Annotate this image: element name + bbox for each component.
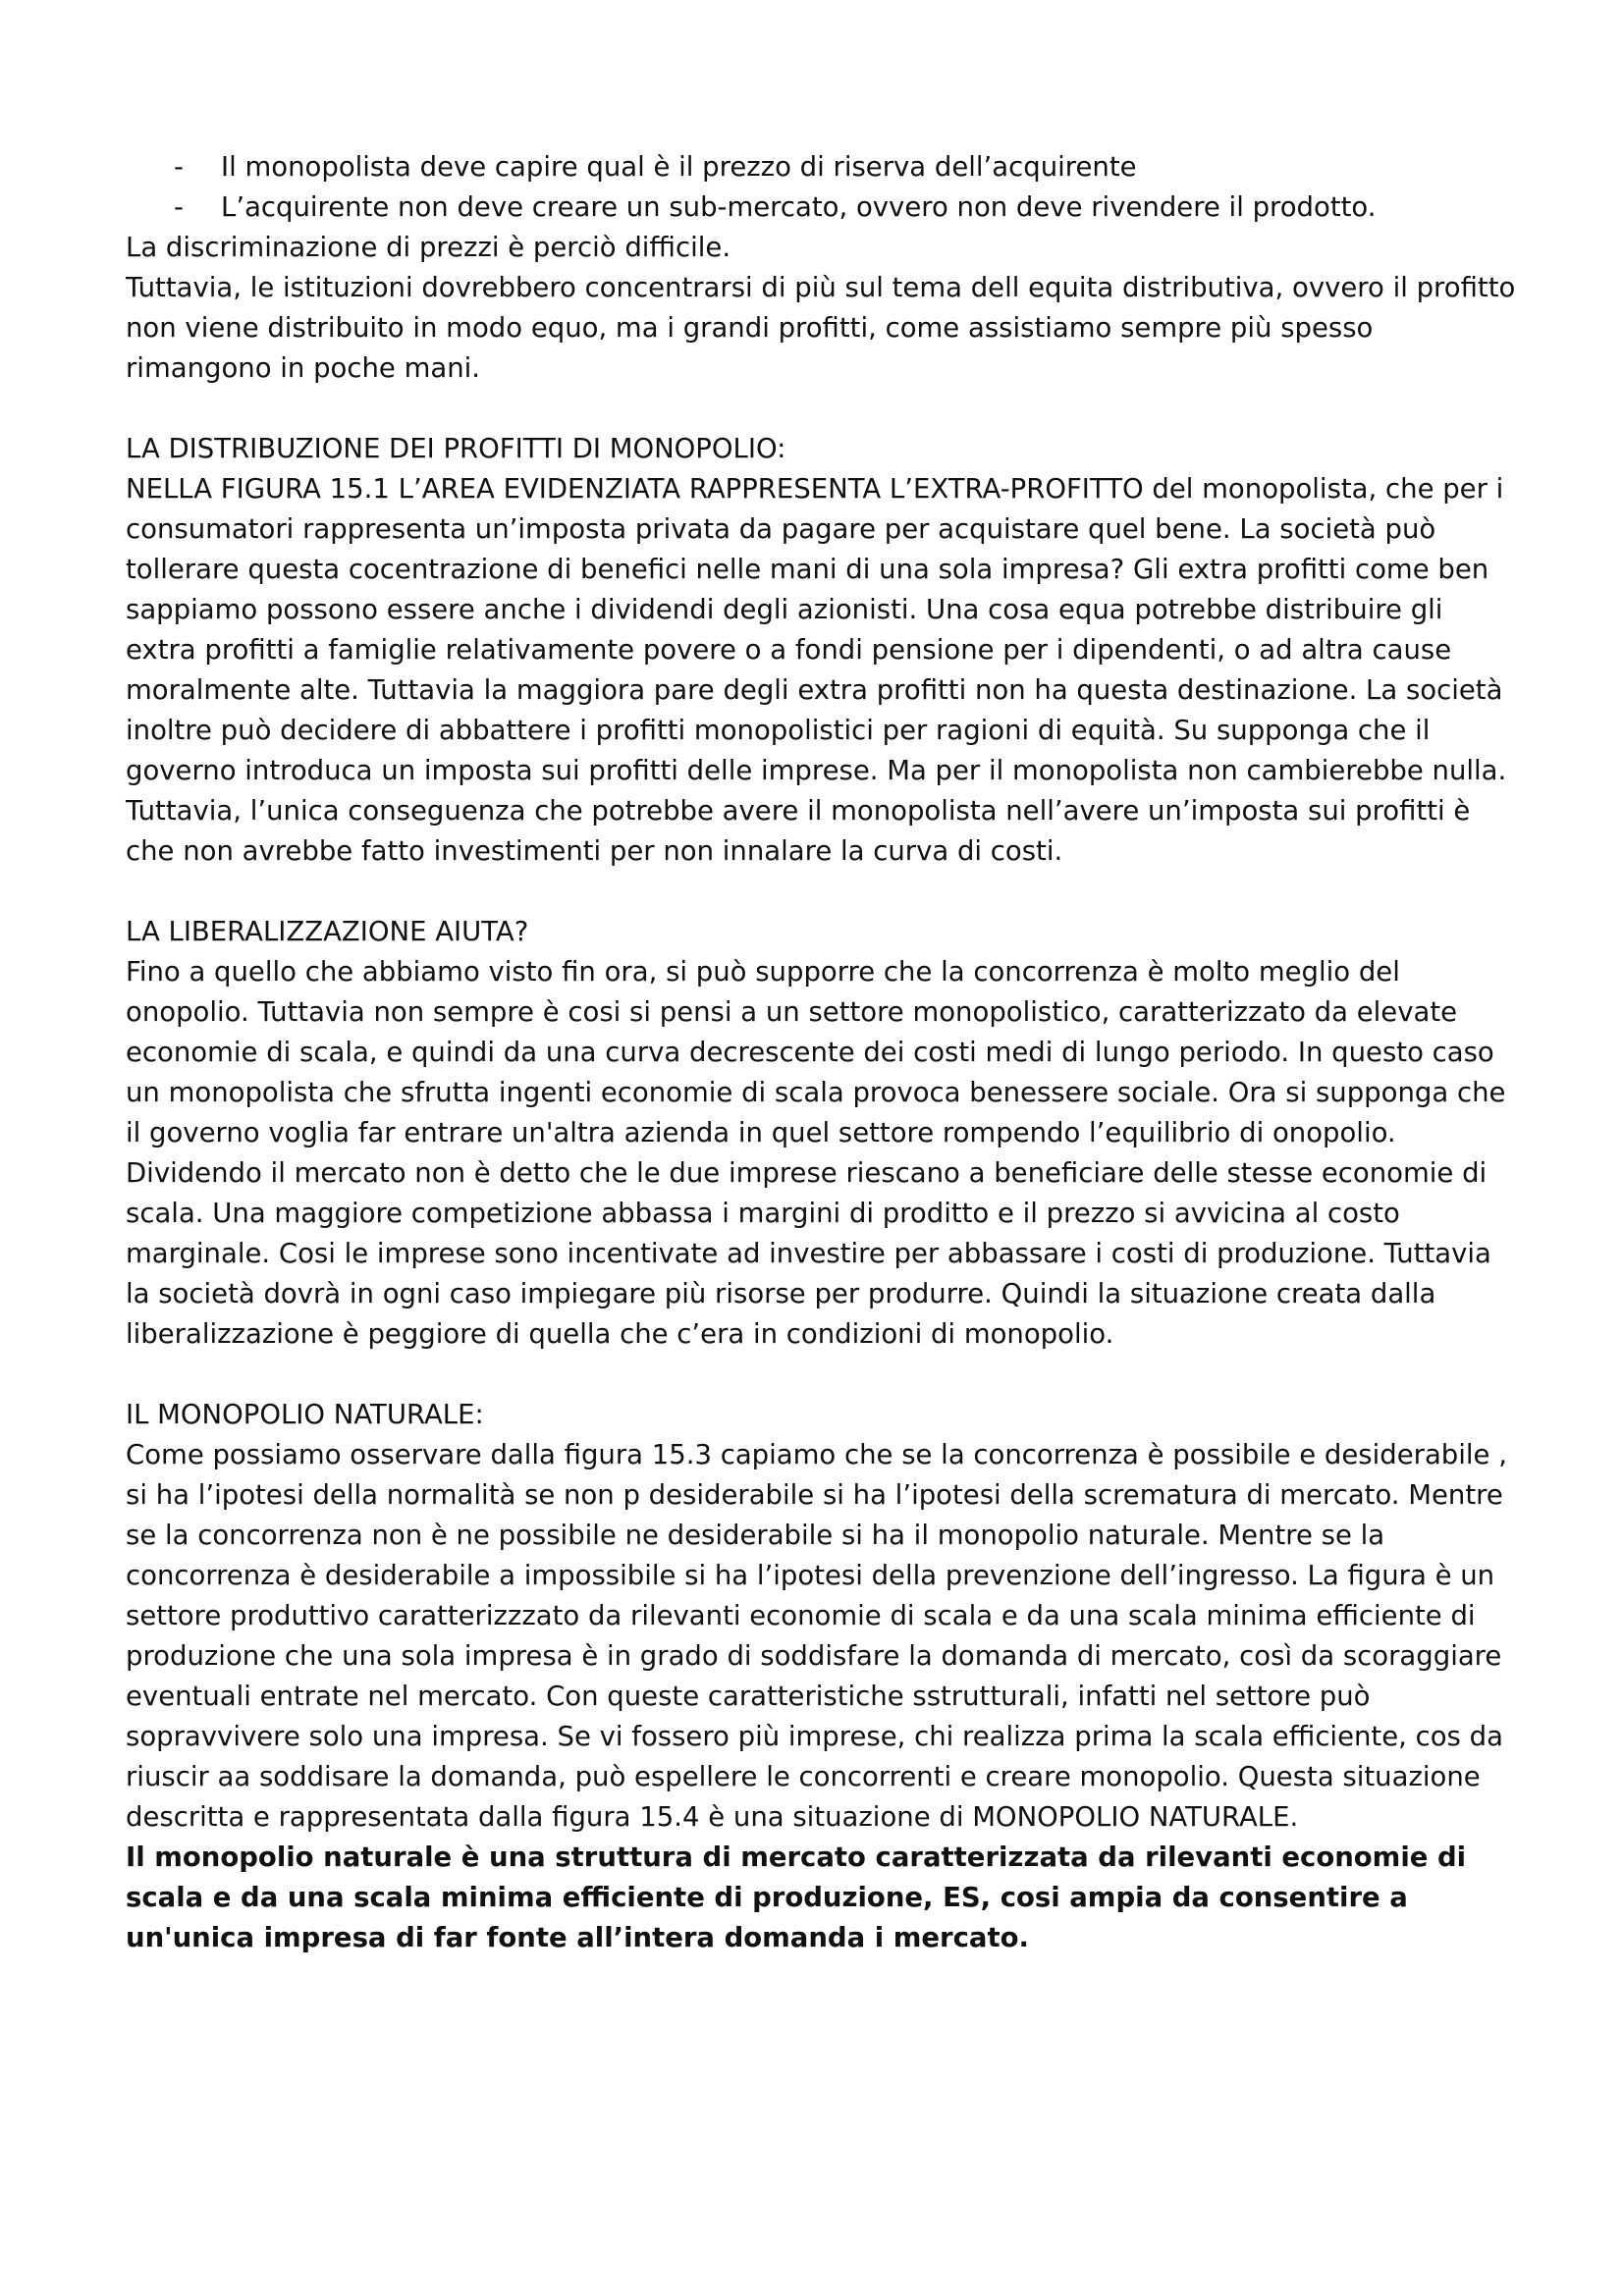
requirements-list	[126, 147, 1520, 228]
section-heading-distribuzione: LA DISTRIBUZIONE DEI PROFITTI DI MONOPOLIO:	[126, 433, 786, 464]
intro-paragraph: La discriminazione di prezzi è perciò difficile.	[126, 232, 731, 263]
list-item-text: L’acquirente non deve creare un sub-mercato, ovvero non deve rivendere il prodotto.	[221, 191, 1377, 223]
section-heading-liberalizzazione: LA LIBERALIZZAZIONE AIUTA?	[126, 916, 529, 947]
body-paragraph: Tuttavia, l’unica conseguenza che potrebbe avere il monopolista nell’avere un’imposta sui profitti è che non avrebbe fatto investimenti per non innalare la curva di costi.	[126, 795, 1471, 867]
body-paragraph: NELLA FIGURA 15.1 L’AREA EVIDENZIATA RAPPRESENTA L’EXTRA-PROFITTO del monopolista, che per i consumatori rappresenta un’imposta privata da pagare per acquistare quel bene. La società può tollerare questa cocentrazione di benefici nelle mani di una sola impresa? Gli extra profitti come ben sappiamo possono essere anche i dividendi degli azionisti. Una cosa equa potrebbe distribuire gli extra profitti a famiglie relativamente povere o a fondi pensione per i dipendenti, o ad altra cause moralmente alte. Tuttavia la maggiora pare degli extra profitti non ha questa destinazione. La società inoltre può decidere di abbattere i profitti monopolistici per ragioni di equità. Su supponga che il governo introduca un imposta sui profitti delle imprese. Ma per il monopolista non cambierebbe nulla.	[126, 473, 1507, 786]
list-item	[126, 147, 1520, 187]
section-heading-monopolio-naturale: IL MONOPOLIO NATURALE:	[126, 1399, 484, 1430]
body-paragraph: Come possiamo osservare dalla figura 15.3 capiamo che se la concorrenza è possibile e desiderabile , si ha l’ipotesi della normalità se non p desiderabile si ha l’ipotesi della scrematura di mercato. Mentre se la concorrenza non è ne possibile ne desiderabile si ha il monopolio naturale. Mentre se la concorrenza è desiderabile a impossibile si ha l’ipotesi della prevenzione dell’ingresso. La figura è un settore produttivo caratterizzzato da rilevanti economie di scala e da una scala minima efficiente di produzione che una sola impresa è in grado di soddisfare la domanda di mercato, così da scoraggiare eventuali entrate nel mercato. Con queste caratteristiche sstrutturali, infatti nel settore può sopravvivere solo una impresa. Se vi fossero più imprese, chi realizza prima la scala efficiente, cos da riuscir aa soddisare la domanda, può espellere le concorrenti e creare monopolio. Questa situazione descritta e rappresentata dalla figura 15.4 è una situazione di MONOPOLIO NATURALE.	[126, 1439, 1507, 1833]
bullet-marker: -	[174, 191, 184, 223]
body-paragraph: Fino a quello che abbiamo visto fin ora, si può supporre che la concorrenza è molto meglio del onopolio. Tuttavia non sempre è cosi si pensi a un settore monopolistico, caratterizzato da elevate economie di scala, e quindi da una curva decrescente dei costi medi di lungo periodo. In questo caso un monopolista che sfrutta ingenti economie di scala provoca benessere sociale. Ora si supponga che il governo voglia far entrare un'altra azienda in quel settore rompendo l’equilibrio di onopolio. Dividendo il mercato non è detto che le due imprese riescano a beneficiare delle stesse economie di scala. Una maggiore competizione abbassa i margini di proditto e il prezzo si avvicina al costo marginale. Cosi le imprese sono incentivate ad investire per abbassare i costi di produzione. Tuttavia la società dovrà in ogni caso impiegare più risorse per produrre. Quindi la situazione creata dalla liberalizzazione è peggiore di quella che c’era in condizioni di monopolio.	[126, 956, 1506, 1350]
intro-paragraph: Tuttavia, le istituzioni dovrebbero concentrarsi di più sul tema dell equita distributiva, ovvero il profitto non viene distribuito in modo equo, ma i grandi profitti, come assistiamo sempre più spesso rimangono in poche mani.	[126, 272, 1516, 384]
list-item	[126, 187, 1520, 228]
list-item-text: Il monopolista deve capire qual è il prezzo di riserva dell’acquirente	[221, 151, 1137, 183]
bullet-marker: -	[174, 151, 184, 183]
definition-paragraph: Il monopolio naturale è una struttura di mercato caratterizzata da rilevanti economie di scala e da una scala minima efficiente di produzione, ES, cosi ampia da consentire a un'unica impresa di far fonte all’intera domanda i mercato.	[126, 1842, 1467, 1953]
document-page	[126, 147, 1520, 1958]
